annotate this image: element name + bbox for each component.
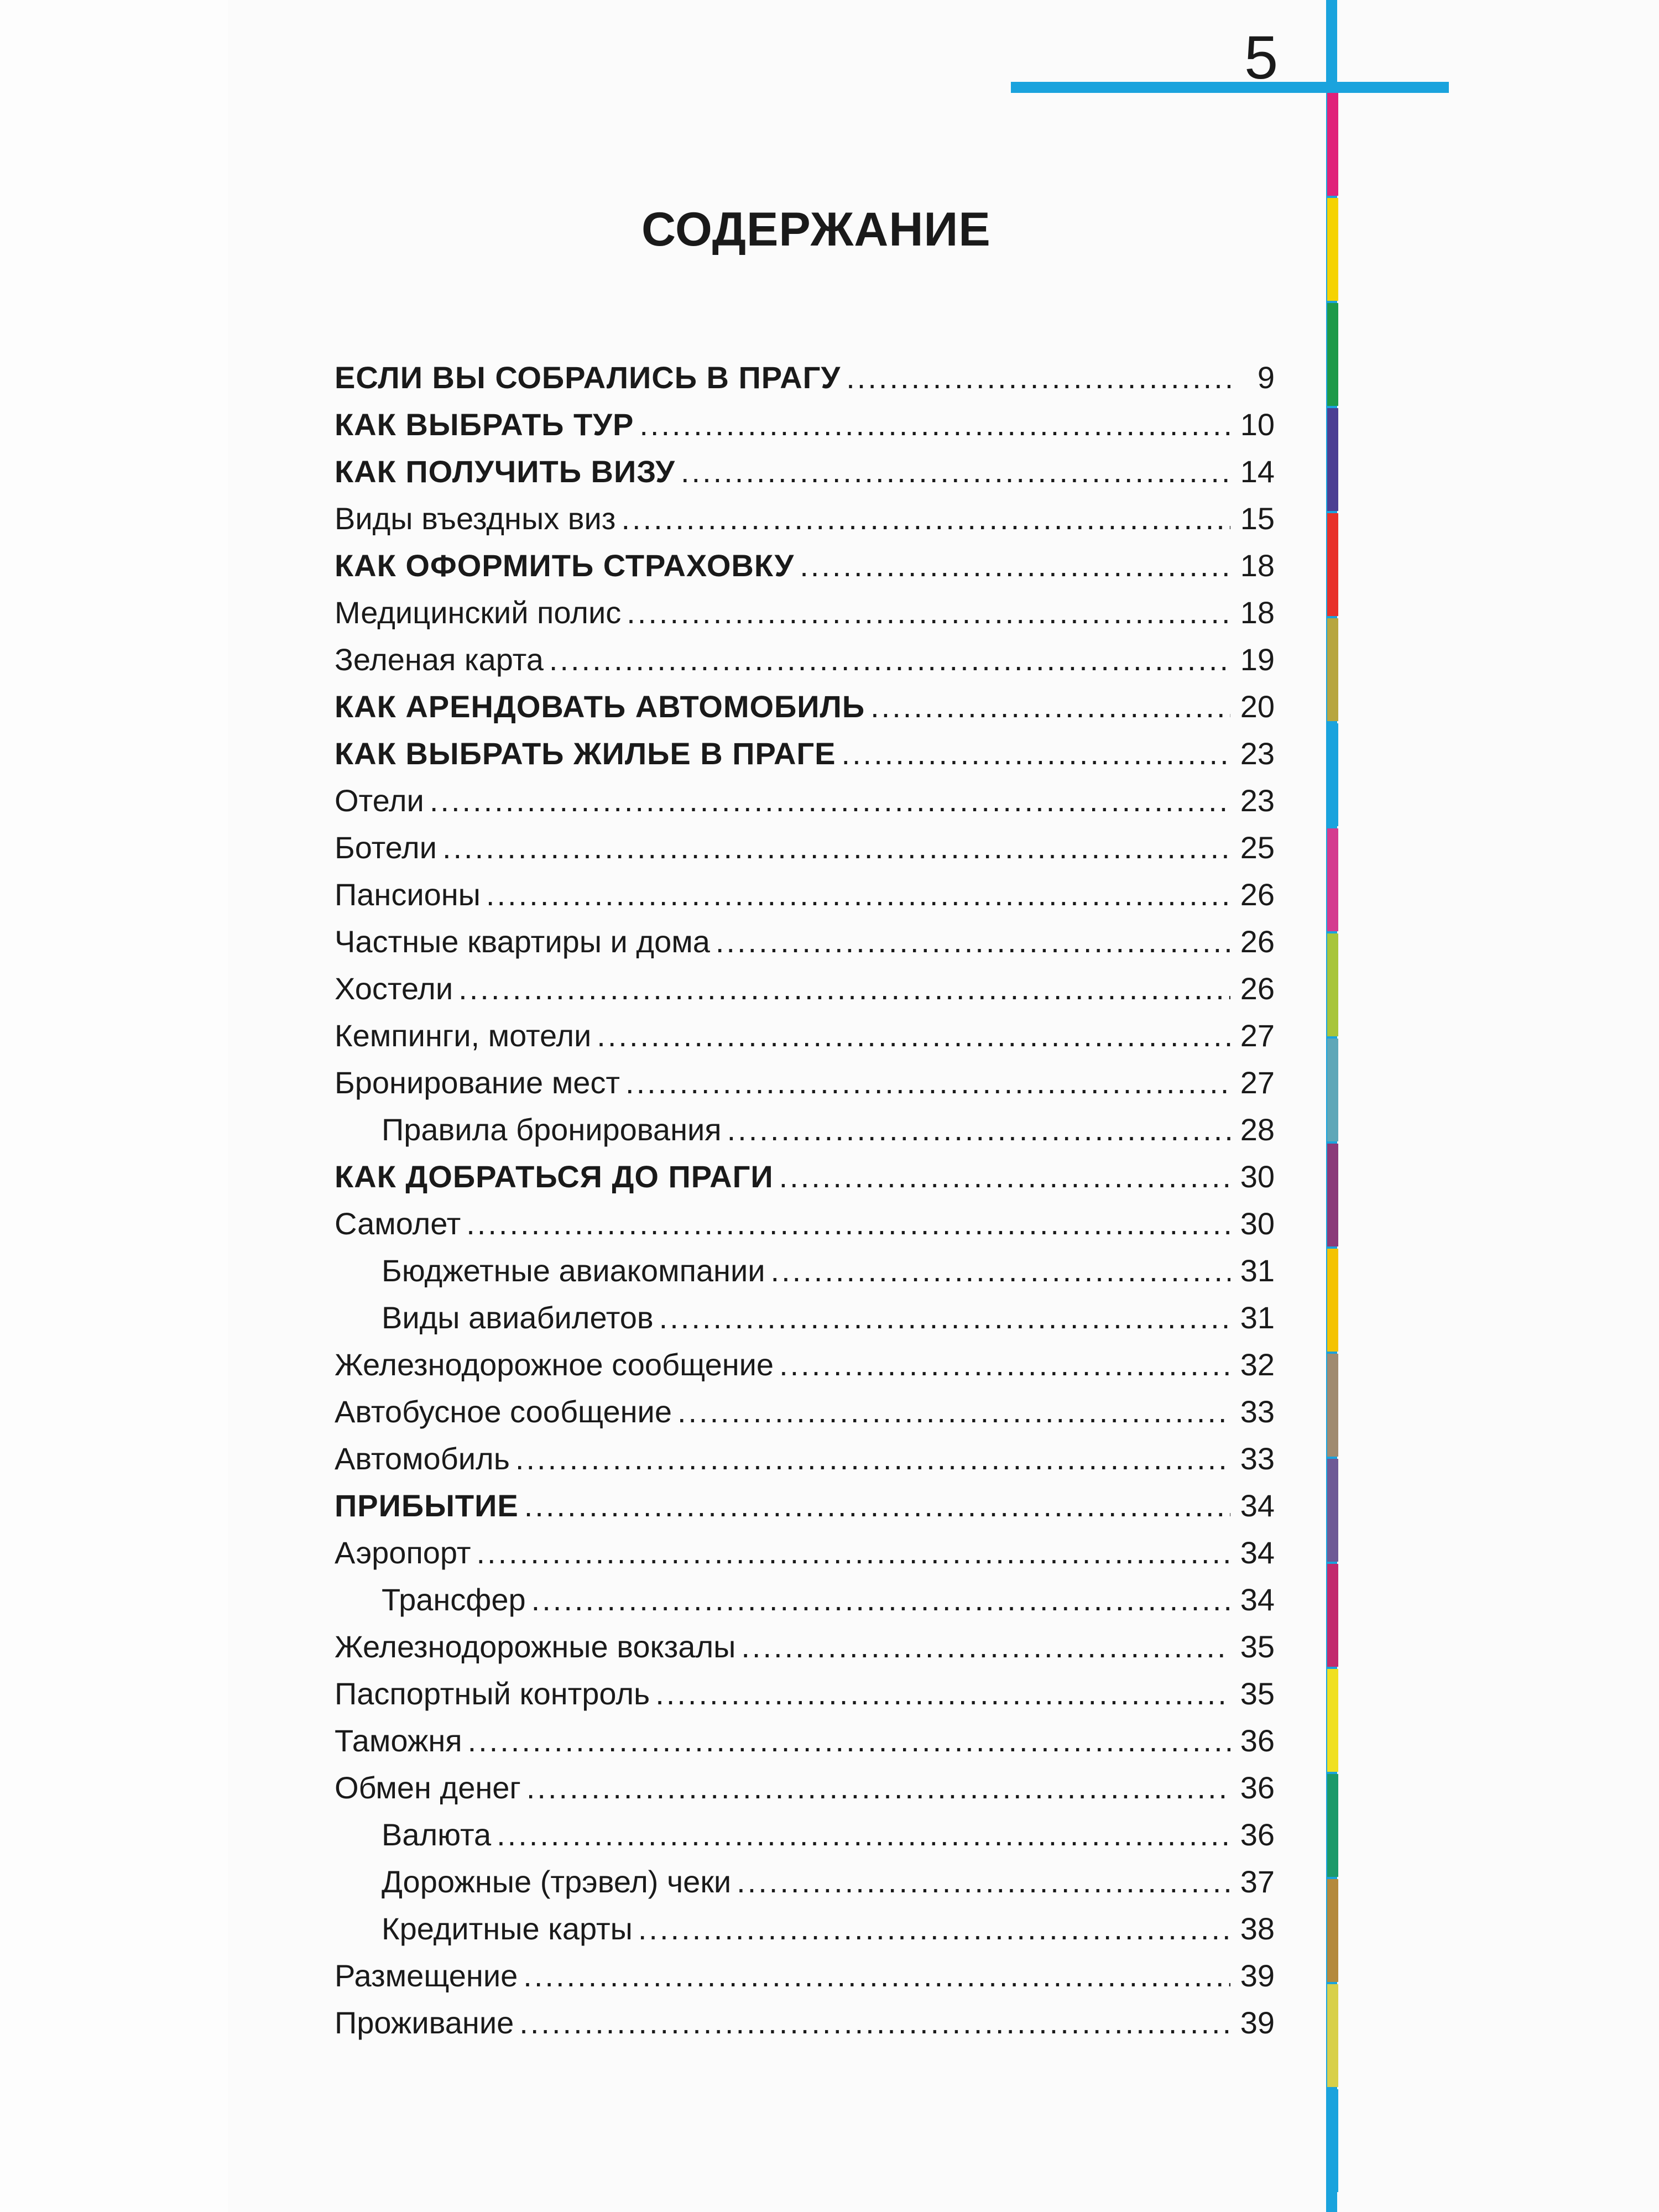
toc-entry bbox=[335, 1529, 1275, 1576]
toc-entry bbox=[335, 1294, 1275, 1341]
color-tab bbox=[1327, 408, 1338, 511]
toc-leader-dots bbox=[524, 1482, 1230, 1529]
toc-entry bbox=[335, 448, 1275, 495]
toc-entry-title: КАК ОФОРМИТЬ СТРАХОВКУ bbox=[335, 548, 795, 583]
toc-entry-page: 34 bbox=[1240, 1535, 1275, 1570]
toc-leader-dots bbox=[639, 401, 1230, 448]
color-tab bbox=[1327, 93, 1338, 196]
toc-entry-title: Кемпинги, мотели bbox=[335, 1018, 592, 1053]
page-number: 5 bbox=[1244, 24, 1279, 92]
toc-entry-title: Отели bbox=[335, 783, 424, 818]
toc-entry-page: 39 bbox=[1240, 1958, 1275, 1993]
toc-entry bbox=[335, 1247, 1275, 1294]
toc-entry-page: 19 bbox=[1240, 642, 1275, 677]
toc-entry bbox=[335, 1764, 1275, 1811]
toc-leader-dots bbox=[737, 1858, 1230, 1905]
toc-entry bbox=[335, 871, 1275, 918]
toc-entry bbox=[335, 495, 1275, 542]
toc-entry-title: Кредитные карты bbox=[382, 1911, 633, 1946]
toc-leader-dots bbox=[526, 1764, 1230, 1811]
toc-entry bbox=[335, 354, 1275, 401]
toc-entry-title: Правила бронирования bbox=[382, 1112, 722, 1147]
toc-leader-dots bbox=[458, 965, 1230, 1012]
toc-leader-dots bbox=[771, 1247, 1230, 1294]
toc-entry bbox=[335, 777, 1275, 824]
toc-entry bbox=[335, 1952, 1275, 1999]
toc-leader-dots bbox=[741, 1623, 1230, 1670]
toc-entry-page: 37 bbox=[1240, 1864, 1275, 1899]
color-tab bbox=[1327, 933, 1338, 1036]
color-tab bbox=[1327, 1879, 1338, 1982]
toc-leader-dots bbox=[627, 589, 1230, 636]
toc-entry-title: Автобусное сообщение bbox=[335, 1394, 672, 1429]
toc-entry-page: 27 bbox=[1240, 1065, 1275, 1100]
toc-entry bbox=[335, 636, 1275, 683]
toc-entry-page: 10 bbox=[1240, 407, 1275, 442]
toc-leader-dots bbox=[531, 1576, 1230, 1623]
toc-entry-title: ПРИБЫТИЕ bbox=[335, 1488, 519, 1523]
toc-entry bbox=[335, 1482, 1275, 1529]
toc-entry-page: 27 bbox=[1240, 1018, 1275, 1053]
toc-entry-page: 36 bbox=[1240, 1770, 1275, 1805]
toc-entry-title: ЕСЛИ ВЫ СОБРАЛИСЬ В ПРАГУ bbox=[335, 360, 841, 395]
toc-entry-page: 28 bbox=[1240, 1112, 1275, 1147]
toc-leader-dots bbox=[476, 1529, 1230, 1576]
color-tab bbox=[1327, 1354, 1338, 1457]
toc-entry bbox=[335, 1341, 1275, 1388]
color-tab bbox=[1327, 1144, 1338, 1246]
table-of-contents bbox=[335, 354, 1275, 2046]
color-tab bbox=[1327, 828, 1338, 931]
toc-leader-dots bbox=[800, 542, 1230, 589]
toc-entry bbox=[335, 1576, 1275, 1623]
color-tab bbox=[1327, 1249, 1338, 1352]
toc-leader-dots bbox=[466, 1200, 1230, 1247]
toc-entry-title: Железнодорожное сообщение bbox=[335, 1347, 774, 1382]
toc-entry-title: КАК ПОЛУЧИТЬ ВИЗУ bbox=[335, 454, 675, 489]
toc-entry-page: 30 bbox=[1240, 1206, 1275, 1241]
toc-entry-page: 23 bbox=[1240, 783, 1275, 818]
toc-entry-page: 34 bbox=[1240, 1488, 1275, 1523]
toc-leader-dots bbox=[659, 1294, 1230, 1341]
toc-entry bbox=[335, 824, 1275, 871]
toc-leader-dots bbox=[727, 1106, 1230, 1153]
toc-entry-page: 26 bbox=[1240, 971, 1275, 1006]
toc-entry-page: 31 bbox=[1240, 1253, 1275, 1288]
toc-entry-page: 15 bbox=[1240, 501, 1275, 536]
toc-entry-title: Паспортный контроль bbox=[335, 1676, 650, 1711]
color-tab bbox=[1327, 723, 1338, 826]
toc-entry bbox=[335, 1858, 1275, 1905]
toc-entry-page: 36 bbox=[1240, 1817, 1275, 1852]
toc-leader-dots bbox=[842, 730, 1230, 777]
color-tab bbox=[1327, 303, 1338, 406]
toc-entry-page: 18 bbox=[1240, 548, 1275, 583]
toc-entry bbox=[335, 1059, 1275, 1106]
toc-entry-page: 20 bbox=[1240, 689, 1275, 724]
toc-entry-page: 26 bbox=[1240, 924, 1275, 959]
toc-entry-page: 31 bbox=[1240, 1300, 1275, 1335]
page-title: СОДЕРЖАНИЕ bbox=[641, 203, 991, 256]
toc-entry-title: Железнодорожные вокзалы bbox=[335, 1629, 736, 1664]
toc-entry-title: Виды въездных виз bbox=[335, 501, 616, 536]
toc-entry-page: 33 bbox=[1240, 1441, 1275, 1476]
toc-entry-title: Пансионы bbox=[335, 877, 481, 912]
toc-entry-page: 33 bbox=[1240, 1394, 1275, 1429]
toc-leader-dots bbox=[621, 495, 1230, 542]
toc-entry-page: 30 bbox=[1240, 1159, 1275, 1194]
toc-entry-page: 34 bbox=[1240, 1582, 1275, 1617]
toc-entry bbox=[335, 683, 1275, 730]
toc-entry-title: Хостели bbox=[335, 971, 453, 1006]
toc-entry-page: 18 bbox=[1240, 595, 1275, 630]
toc-entry bbox=[335, 1717, 1275, 1764]
toc-leader-dots bbox=[681, 448, 1230, 495]
toc-entry-title: КАК ДОБРАТЬСЯ ДО ПРАГИ bbox=[335, 1159, 774, 1194]
toc-entry-title: КАК ВЫБРАТЬ ТУР bbox=[335, 407, 634, 442]
toc-entry-page: 35 bbox=[1240, 1676, 1275, 1711]
toc-entry-title: Дорожные (трэвел) чеки bbox=[382, 1864, 732, 1899]
toc-entry-page: 39 bbox=[1240, 2005, 1275, 2040]
toc-leader-dots bbox=[515, 1435, 1230, 1482]
toc-entry-title: Самолет bbox=[335, 1206, 461, 1241]
toc-entry bbox=[335, 1153, 1275, 1200]
scan-margin bbox=[0, 0, 228, 2212]
toc-entry-title: Ботели bbox=[335, 830, 437, 865]
toc-entry-title: Бронирование мест bbox=[335, 1065, 620, 1100]
color-tab bbox=[1327, 1669, 1338, 1772]
toc-entry-title: Медицинский полис bbox=[335, 595, 622, 630]
toc-entry-page: 32 bbox=[1240, 1347, 1275, 1382]
color-tab bbox=[1327, 1984, 1338, 2087]
color-tab bbox=[1327, 1564, 1338, 1667]
toc-entry-page: 25 bbox=[1240, 830, 1275, 865]
toc-leader-dots bbox=[638, 1905, 1230, 1952]
toc-entry-title: Частные квартиры и дома bbox=[335, 924, 710, 959]
toc-entry bbox=[335, 1106, 1275, 1153]
color-tab bbox=[1327, 1459, 1338, 1562]
toc-entry-title: Обмен денег bbox=[335, 1770, 521, 1805]
color-tab bbox=[1327, 618, 1338, 721]
color-tab bbox=[1327, 1039, 1338, 1141]
toc-entry-page: 9 bbox=[1257, 360, 1275, 395]
toc-entry-title: Аэропорт bbox=[335, 1535, 471, 1570]
toc-entry bbox=[335, 1905, 1275, 1952]
toc-entry-title: КАК ВЫБРАТЬ ЖИЛЬЕ В ПРАГЕ bbox=[335, 736, 836, 771]
toc-entry-title: Виды авиабилетов bbox=[382, 1300, 654, 1335]
toc-leader-dots bbox=[523, 1952, 1230, 1999]
toc-entry-title: Валюта bbox=[382, 1817, 492, 1852]
toc-leader-dots bbox=[870, 683, 1230, 730]
toc-entry-title: Зеленая карта bbox=[335, 642, 544, 677]
toc-entry-title: Проживание bbox=[335, 2005, 514, 2040]
blue-horizontal-rule bbox=[1011, 82, 1449, 93]
toc-entry bbox=[335, 1200, 1275, 1247]
toc-entry bbox=[335, 1999, 1275, 2046]
color-tab bbox=[1327, 1774, 1338, 1877]
toc-leader-dots bbox=[655, 1670, 1230, 1717]
toc-leader-dots bbox=[442, 824, 1230, 871]
color-index-tabs bbox=[1327, 93, 1338, 2194]
toc-leader-dots bbox=[597, 1012, 1230, 1059]
toc-leader-dots bbox=[716, 918, 1230, 965]
toc-entry bbox=[335, 730, 1275, 777]
toc-entry-title: Размещение bbox=[335, 1958, 518, 1993]
color-tab bbox=[1327, 513, 1338, 616]
toc-entry-title: Трансфер bbox=[382, 1582, 526, 1617]
toc-entry bbox=[335, 1012, 1275, 1059]
toc-leader-dots bbox=[846, 354, 1230, 401]
toc-leader-dots bbox=[625, 1059, 1230, 1106]
toc-entry bbox=[335, 965, 1275, 1012]
toc-entry bbox=[335, 542, 1275, 589]
toc-entry-page: 14 bbox=[1240, 454, 1275, 489]
toc-entry-page: 23 bbox=[1240, 736, 1275, 771]
toc-entry bbox=[335, 1811, 1275, 1858]
toc-entry bbox=[335, 1623, 1275, 1670]
toc-entry-title: Автомобиль bbox=[335, 1441, 510, 1476]
toc-entry bbox=[335, 918, 1275, 965]
toc-leader-dots bbox=[497, 1811, 1230, 1858]
toc-entry-page: 36 bbox=[1240, 1723, 1275, 1758]
toc-entry-title: КАК АРЕНДОВАТЬ АВТОМОБИЛЬ bbox=[335, 689, 865, 724]
toc-entry-page: 35 bbox=[1240, 1629, 1275, 1664]
toc-entry bbox=[335, 1435, 1275, 1482]
toc-leader-dots bbox=[486, 871, 1230, 918]
toc-entry bbox=[335, 1670, 1275, 1717]
toc-entry bbox=[335, 401, 1275, 448]
toc-entry-title: Таможня bbox=[335, 1723, 462, 1758]
toc-entry bbox=[335, 589, 1275, 636]
toc-leader-dots bbox=[779, 1341, 1230, 1388]
toc-entry-page: 26 bbox=[1240, 877, 1275, 912]
toc-leader-dots bbox=[519, 1999, 1230, 2046]
toc-leader-dots bbox=[677, 1388, 1230, 1435]
toc-entry-page: 38 bbox=[1240, 1911, 1275, 1946]
toc-leader-dots bbox=[779, 1153, 1230, 1200]
toc-leader-dots bbox=[549, 636, 1230, 683]
color-tab bbox=[1327, 198, 1338, 301]
toc-entry-title: Бюджетные авиакомпании bbox=[382, 1253, 765, 1288]
toc-leader-dots bbox=[468, 1717, 1230, 1764]
toc-leader-dots bbox=[430, 777, 1230, 824]
toc-entry bbox=[335, 1388, 1275, 1435]
color-tab bbox=[1327, 2089, 1338, 2192]
